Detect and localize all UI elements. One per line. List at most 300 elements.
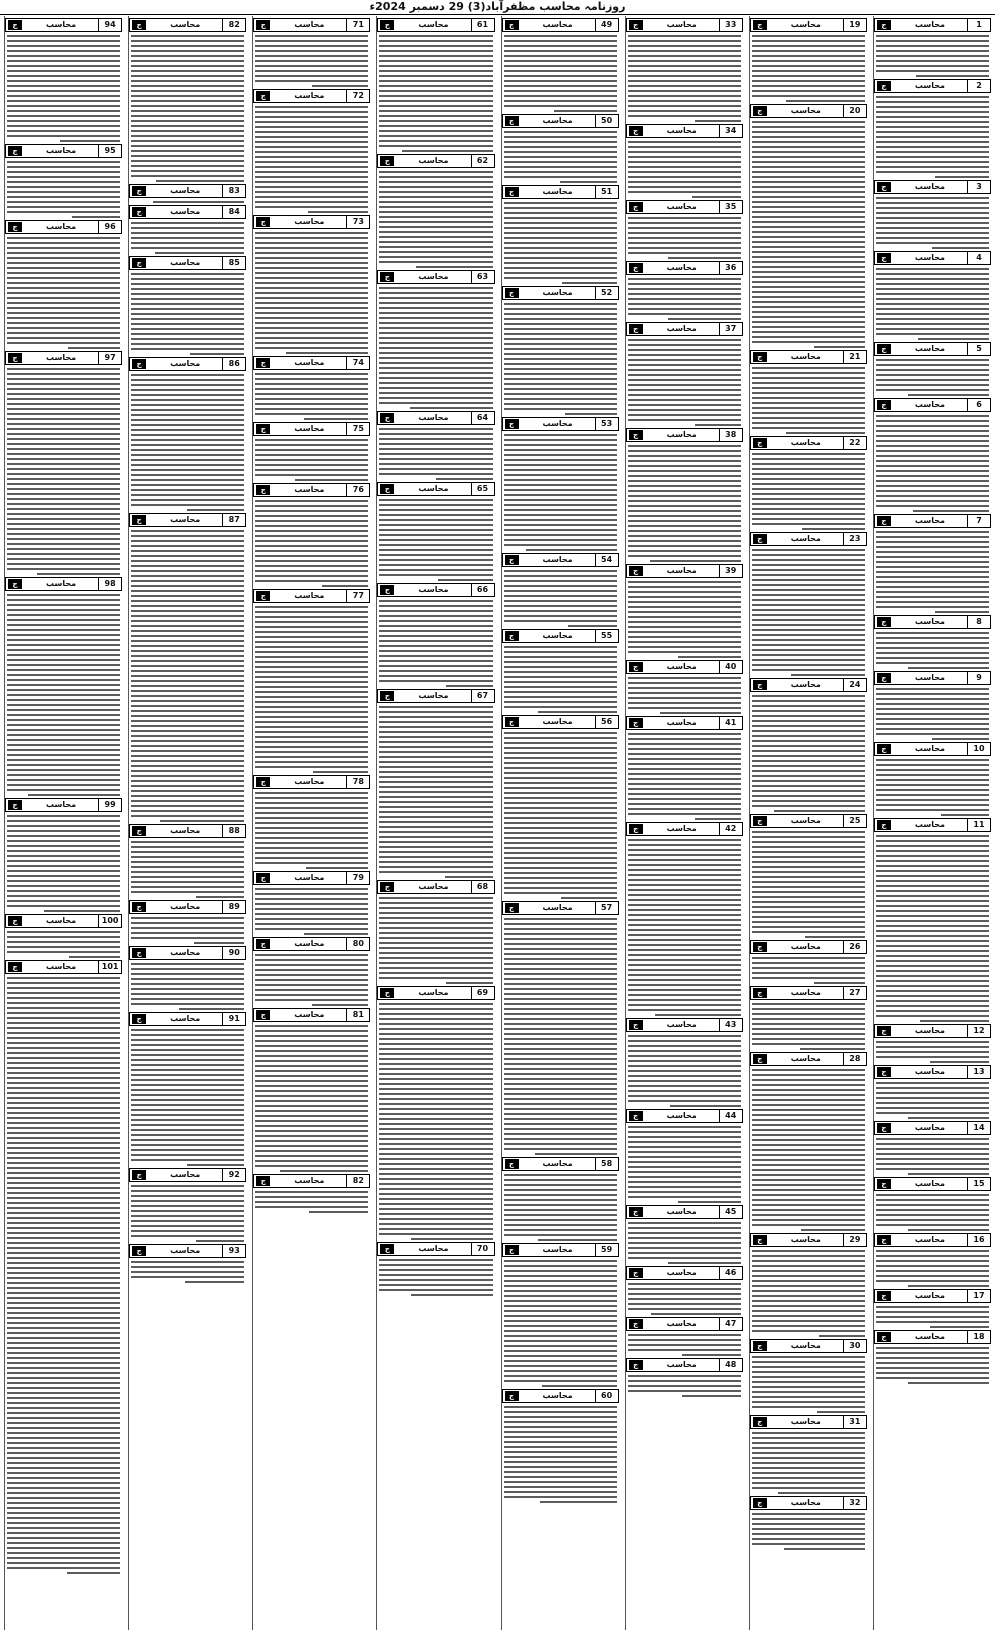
text-line [876,197,989,199]
text-line [752,453,865,455]
text-line [876,323,989,325]
notice-label: محاسب [666,1360,697,1369]
text-line [504,1451,617,1453]
notice-body-text [750,1513,867,1550]
text-line [628,994,741,996]
text-line [379,756,492,758]
text-line [255,1130,368,1132]
text-line [255,656,368,658]
text-line [682,1395,741,1397]
text-line [876,905,989,907]
text-line [941,814,989,816]
text-line [379,1163,492,1165]
text-line [131,750,244,752]
text-line [752,1023,865,1025]
text-line [131,343,244,345]
text-line [255,1145,368,1147]
text-line [7,533,120,535]
text-line [752,201,865,203]
text-line [379,428,492,430]
text-line [131,760,244,762]
notice-body-text [626,278,743,320]
text-line [379,786,492,788]
text-line [918,338,989,340]
text-line [7,1557,120,1559]
text-line [131,399,244,401]
notice-body-text [750,549,867,676]
notice-body-text [626,35,743,122]
notice-number: 26 [843,941,866,953]
notice-label: محاسب [542,1159,573,1168]
notice-header [129,824,246,838]
text-line [131,449,244,451]
text-line [628,1060,741,1062]
text-line [752,609,865,611]
text-line [876,166,989,168]
text-line [876,698,989,700]
notice-label: محاسب [914,1026,945,1035]
text-line [504,368,617,370]
text-line [628,1136,741,1138]
text-line [7,639,120,641]
text-line [876,1092,989,1094]
text-line [504,1431,617,1433]
text-line [7,1377,120,1379]
notice-header [626,1205,743,1219]
notice-label: محاسب [294,358,325,367]
notice-header [377,154,494,168]
text-line [379,922,492,924]
text-line [255,1155,368,1157]
text-line [131,474,244,476]
text-line [752,136,865,138]
text-line [504,464,617,466]
notice-body-text [626,733,743,820]
text-line [628,1283,741,1285]
notice-header [129,513,246,527]
text-line [379,448,492,450]
notice-number: 15 [967,1178,990,1190]
notice-header [129,1244,246,1258]
text-line [876,688,989,690]
text-line [131,735,244,737]
text-line [255,555,368,557]
notice-badge-icon: ج [753,20,767,30]
text-line [876,1143,989,1145]
notice-45 [626,1205,743,1264]
text-line [752,790,865,792]
text-line [255,928,368,930]
notice-body-text [377,897,494,984]
notice-label: محاسب [666,1207,697,1216]
notice-body-text [5,977,122,1574]
text-line [752,1391,865,1393]
text-line [131,222,244,224]
text-line [876,1102,989,1104]
text-line [379,912,492,914]
notice-badge-icon: ج [629,20,643,30]
text-line [7,946,120,948]
text-line [504,388,617,390]
text-line [628,35,741,37]
text-line [7,40,120,42]
text-line [504,782,617,784]
text-line [628,156,741,158]
text-line [379,90,492,92]
notice-label: محاسب [790,680,821,689]
text-line [131,755,244,757]
text-line [752,1482,865,1484]
text-line [379,1018,492,1020]
text-line [504,1466,617,1468]
notice-header [129,1168,246,1182]
text-line [504,1471,617,1473]
text-line [255,80,368,82]
text-line [752,1487,865,1489]
notice-body-text [377,428,494,480]
text-line [668,1262,741,1264]
text-line [876,1377,989,1379]
text-line [504,963,617,965]
notice-badge-icon: ج [877,1332,891,1342]
text-line [7,307,120,309]
text-line [628,379,741,381]
notice-number: 71 [346,19,369,31]
text-line [7,1007,120,1009]
notice-body-text [874,531,991,613]
notice-badge-icon: ج [753,680,767,690]
text-line [752,161,865,163]
text-line [504,837,617,839]
text-line [752,1124,865,1126]
text-line [876,955,989,957]
text-line [255,565,368,567]
text-line [628,939,741,941]
text-line [379,660,492,662]
notice-body-text [502,303,619,415]
text-line [876,769,989,771]
text-line [131,1271,244,1273]
text-line [752,50,865,52]
text-line [752,1310,865,1312]
text-line [131,856,244,858]
text-line [628,954,741,956]
text-line [379,125,492,127]
notice-label: محاسب [666,1020,697,1029]
notice-body-text [874,35,991,77]
text-line [628,247,741,249]
text-line [752,483,865,485]
notice-label: محاسب [790,1498,821,1507]
text-line [255,999,368,1001]
text-line [255,646,368,648]
text-line [379,726,492,728]
notice-36 [626,261,743,320]
notice-23 [750,532,867,676]
text-line [7,1292,120,1294]
text-line [7,769,120,771]
text-line [752,972,865,974]
text-line [131,720,244,722]
column-4 [501,16,619,1630]
notice-label: محاسب [294,91,325,100]
text-line [379,751,492,753]
notice-number: 31 [843,1416,866,1428]
text-line [379,317,492,319]
notice-label: محاسب [914,400,945,409]
text-line [628,1349,741,1351]
column-7 [128,16,246,1630]
text-line [504,923,617,925]
notice-number: 82 [222,19,245,31]
notice-badge-icon: ج [380,585,394,595]
notice-badge-icon: ج [256,358,270,368]
text-line [752,730,865,732]
text-line [752,377,865,379]
notice-11 [874,818,991,1022]
text-line [504,1093,617,1095]
text-line [7,201,120,203]
notice-badge-icon: ج [629,202,643,212]
text-line [7,115,120,117]
notice-header [502,1157,619,1171]
notice-badge-icon: ج [753,942,767,952]
text-line [131,464,244,466]
text-line [255,842,368,844]
text-line [131,499,244,501]
text-line [7,65,120,67]
text-line [504,590,617,592]
text-line [379,917,492,919]
text-line [752,1114,865,1116]
notice-header [129,900,246,914]
notice-badge-icon: ج [8,222,22,232]
text-line [876,601,989,603]
notice-number: 68 [471,881,494,893]
text-line [752,95,865,97]
text-line [628,914,741,916]
text-line [131,886,244,888]
text-line [504,242,617,244]
text-line [504,1194,617,1196]
text-line [932,247,989,249]
text-line [379,1289,492,1291]
notice-1 [874,18,991,77]
text-line [255,575,368,577]
notice-body-text [874,1082,991,1119]
text-line [255,802,368,804]
notice-number: 100 [98,915,121,927]
text-line [7,1247,120,1249]
text-line [628,470,741,472]
text-line [752,221,865,223]
notice-41 [626,716,743,820]
text-line [628,934,741,936]
text-line [379,181,492,183]
text-line [876,156,989,158]
text-line [504,620,617,622]
text-line [752,639,865,641]
notice-header [377,270,494,284]
text-line [876,333,989,335]
text-line [255,292,368,294]
text-line [628,186,741,188]
text-line [504,887,617,889]
text-line [628,636,741,638]
text-line [504,1330,617,1332]
text-line [628,525,741,527]
text-line [628,591,741,593]
text-line [628,1070,741,1072]
text-line [504,812,617,814]
text-line [7,252,120,254]
notice-header [750,350,867,364]
notice-header [253,18,370,32]
text-line [504,131,617,133]
text-line [876,1000,989,1002]
notice-number: 29 [843,1234,866,1246]
text-line [504,60,617,62]
text-line [752,90,865,92]
text-line [752,1447,865,1449]
text-line [752,695,865,697]
text-line [309,1211,368,1213]
text-line [908,1117,989,1119]
notice-number: 63 [471,271,494,283]
notice-header [253,356,370,370]
notice-number: 12 [967,1025,990,1037]
text-line [504,1491,617,1493]
text-line [504,141,617,143]
text-line [504,333,617,335]
text-line [628,520,741,522]
text-line [7,992,120,994]
text-line [255,701,368,703]
text-line [752,1043,865,1045]
text-line [504,615,617,617]
text-line [504,1214,617,1216]
text-line [504,1113,617,1115]
notice-body-text [626,1126,743,1203]
notice-76 [253,483,370,587]
text-line [131,625,244,627]
notice-label: محاسب [46,353,77,362]
text-line [876,606,989,608]
text-line [7,669,120,671]
notice-68 [377,880,494,984]
text-line [504,762,617,764]
text-line [7,759,120,761]
text-line [628,1065,741,1067]
text-line [752,1250,865,1252]
notice-badge-icon: ج [380,156,394,166]
notice-badge-icon: ج [877,673,891,683]
notice-header [502,417,619,431]
text-line [504,105,617,107]
text-line [7,95,120,97]
notice-badge-icon: ج [380,20,394,30]
notice-85 [129,256,246,355]
notice-number: 13 [967,1066,990,1078]
text-line [628,611,741,613]
text-line [255,761,368,763]
text-line [7,619,120,621]
text-line [255,408,368,410]
text-line [876,35,989,37]
text-line [131,1029,244,1031]
notice-number: 74 [346,357,369,369]
text-line [7,1182,120,1184]
text-line [131,650,244,652]
text-line [628,919,741,921]
text-line [504,80,617,82]
text-line [504,666,617,668]
text-line [876,718,989,720]
text-line [379,1078,492,1080]
text-line [7,1192,120,1194]
text-line [379,741,492,743]
text-line [876,895,989,897]
text-line [504,403,617,405]
text-line [379,771,492,773]
text-line [876,415,989,417]
text-line [628,616,741,618]
text-line [670,1105,741,1107]
text-line [752,584,865,586]
text-line [752,669,865,671]
text-line [131,983,244,985]
text-line [504,1219,617,1221]
text-line [7,398,120,400]
notice-number: 49 [595,19,618,31]
notice-number: 6 [967,399,990,411]
column-8 [4,16,122,1630]
notice-25 [750,814,867,938]
text-line [504,706,617,708]
notice-number: 41 [719,717,742,729]
text-line [628,839,741,841]
notice-35 [626,200,743,259]
text-line [752,881,865,883]
text-line [778,1492,865,1494]
notice-number: 80 [346,938,369,950]
notice-label: محاسب [666,20,697,29]
text-line [411,1238,492,1240]
text-line [752,1477,865,1479]
text-line [131,105,244,107]
notice-header [5,351,122,365]
text-line [504,363,617,365]
notice-label: محاسب [418,988,449,997]
text-line [752,1099,865,1101]
text-line [752,1325,865,1327]
notice-number: 11 [967,819,990,831]
notice-label: محاسب [418,691,449,700]
text-line [628,758,741,760]
text-line [72,216,120,218]
notice-badge-icon: ج [505,20,519,30]
text-line [379,342,492,344]
text-line [752,412,865,414]
text-line [752,1008,865,1010]
text-line [504,797,617,799]
text-line [651,1313,740,1315]
notice-body-text [626,581,743,658]
text-line [752,760,865,762]
text-line [628,1375,741,1377]
notice-label: محاسب [790,1054,821,1063]
notice-number: 66 [471,584,494,596]
